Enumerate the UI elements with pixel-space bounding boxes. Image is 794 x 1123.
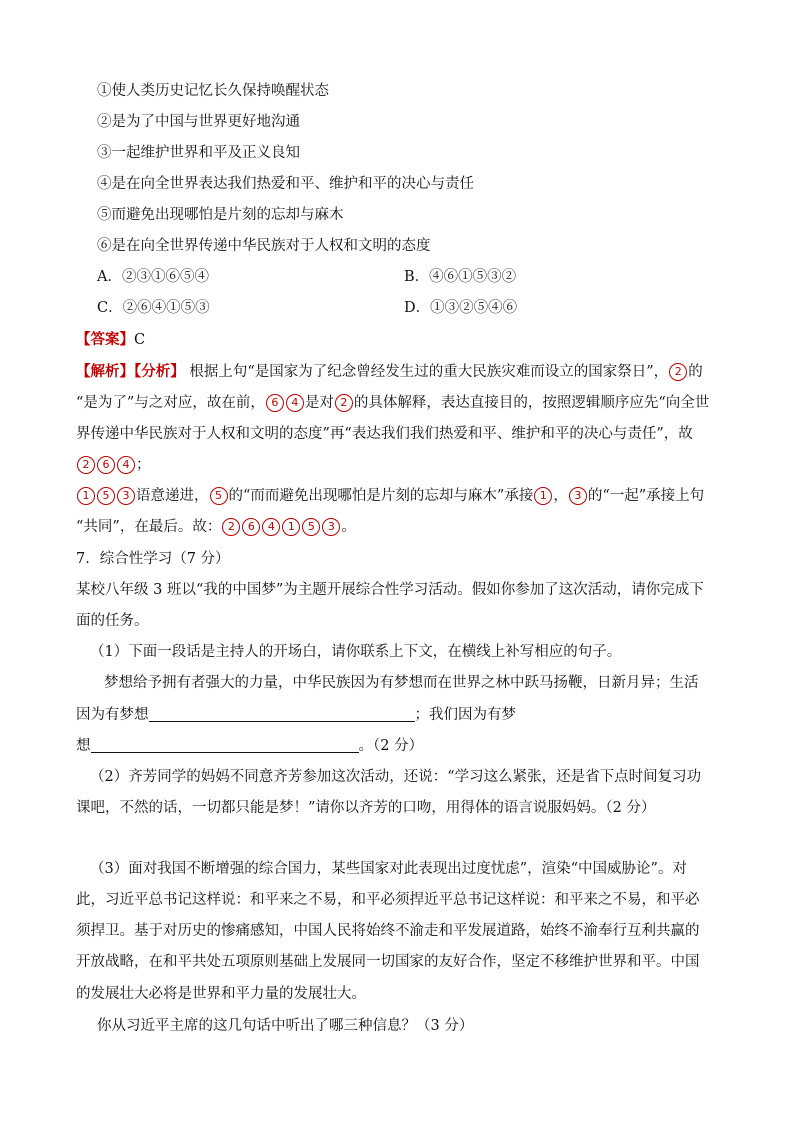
q7-sub-3-line-1: （3）面对我国不断增强的综合国力，某些国家对此表现出过度忧虑”，渲染“中国威胁论”。对 (90, 861, 687, 877)
analysis-line-6: “共同”，在最后。故： 2 6 4 1 5 3 。 (76, 519, 356, 535)
q7-sub-1: （1）下面一段话是主持人的开场白，请你联系上下文，在横线上补写相应的句子。 (90, 644, 622, 660)
q7-intro-1: 某校八年级 3 班以“我的中国梦”为主题开展综合性学习活动。假如你参加了这次活动，请你完成下 (76, 582, 704, 598)
q7-sub-2-line-1: （2）齐芳同学的妈妈不同意齐芳参加这次活动，还说：“学习这么紧张，还是省下点时间复习功 (90, 769, 702, 785)
q7-sub-3-line-2: 此，习近平总书记这样说：和平来之不易，和平必须捍近平总书记这样说：和平来之不易，和平必 (76, 892, 700, 908)
analysis-label: 【解析】【分析】 (76, 363, 185, 380)
q7-intro-2: 面的任务。 (76, 613, 149, 629)
answer-value: C (134, 332, 146, 348)
sentence-6: ⑥是在向全世界传递中华民族对于人权和文明的态度 (97, 238, 431, 254)
sentence-5: ⑤而避免出现哪怕是片刻的忘却与麻木 (97, 207, 344, 223)
q7-sub-3-line-3: 须捍卫。基于对历史的惨痛感知，中国人民将始终不渝走和平发展道路，始终不渝奉行互利共赢的 (76, 923, 700, 939)
q7-sub-1-para-2: 因为有梦想 ；我们因为有梦 (76, 707, 516, 723)
analysis-line-2: “是为了”与之对应，故在前， 6 4 是对 2 的具体解释，表达直接目的，按照逻辑顺序应先“向全世 (76, 395, 710, 411)
answer-label: 【答案】 (76, 331, 134, 348)
option-d: D．①③②⑤④⑥ (404, 300, 518, 316)
analysis-line-3: 界传递中华民族对于人权和文明的态度”再“表达我们我们热爱和平、维护和平的决心与责任”，故 (76, 426, 693, 442)
option-a: A．②③①⑥⑤④ (97, 269, 209, 285)
circled-num: 2 (669, 363, 687, 381)
q7-sub-3-line-5: 的发展壮大必将是世界和平力量的发展壮大。 (76, 986, 366, 1002)
q7-sub-2-line-2: 课吧，不然的话，一切都只能是梦！”请你以齐芳的口吻，用得体的语言说服妈妈。（2 分） (76, 800, 656, 816)
sentence-3: ③一起维护世界和平及正义良知 (97, 145, 300, 161)
option-b: B．④⑥①⑤③② (404, 269, 517, 285)
q7-sub-3-question: 你从习近平主席的这几句话中听出了哪三种信息？（3 分） (97, 1018, 474, 1034)
answer-line (76, 330, 145, 350)
fill-blank-1[interactable] (149, 707, 415, 722)
q7-sub-1-para-3: 想 。（2 分） (76, 738, 424, 754)
analysis-line-1: 【解析】【分析】 根据上句“是国家为了纪念曾经发生过的重大民族灾难而设立的国家祭日”， 2 的 (76, 363, 703, 380)
sentence-4: ④是在向全世界表达我们热爱和平、维护和平的决心与责任 (97, 176, 474, 192)
sentence-2: ②是为了中国与世界更好地沟通 (97, 114, 300, 130)
analysis-line-5: 1 5 3 语意递进， 5 的“而而避免出现哪怕是片刻的忘却与麻木”承接 1 ， 3 的“一起”承接上句 (76, 486, 704, 506)
option-c: C．②⑥④①⑤③ (97, 300, 210, 316)
q7-sub-3-line-4: 开放战略，在和平共处五项原则基础上发展同一切国家的友好合作，坚定不移维护世界和平。中国 (76, 954, 700, 970)
q7-sub-1-para-1: 梦想给予拥有者强大的力量，中华民族因为有梦想而在世界之林中跃马扬鞭，日新月异；生活 (104, 675, 699, 691)
sentence-1: ①使人类历史记忆长久保持唤醒状态 (97, 83, 329, 99)
fill-blank-2[interactable] (91, 738, 359, 753)
q7-title: 7．综合性学习（7 分） (76, 551, 230, 567)
analysis-line-4: 2 6 4 ； (76, 455, 151, 475)
